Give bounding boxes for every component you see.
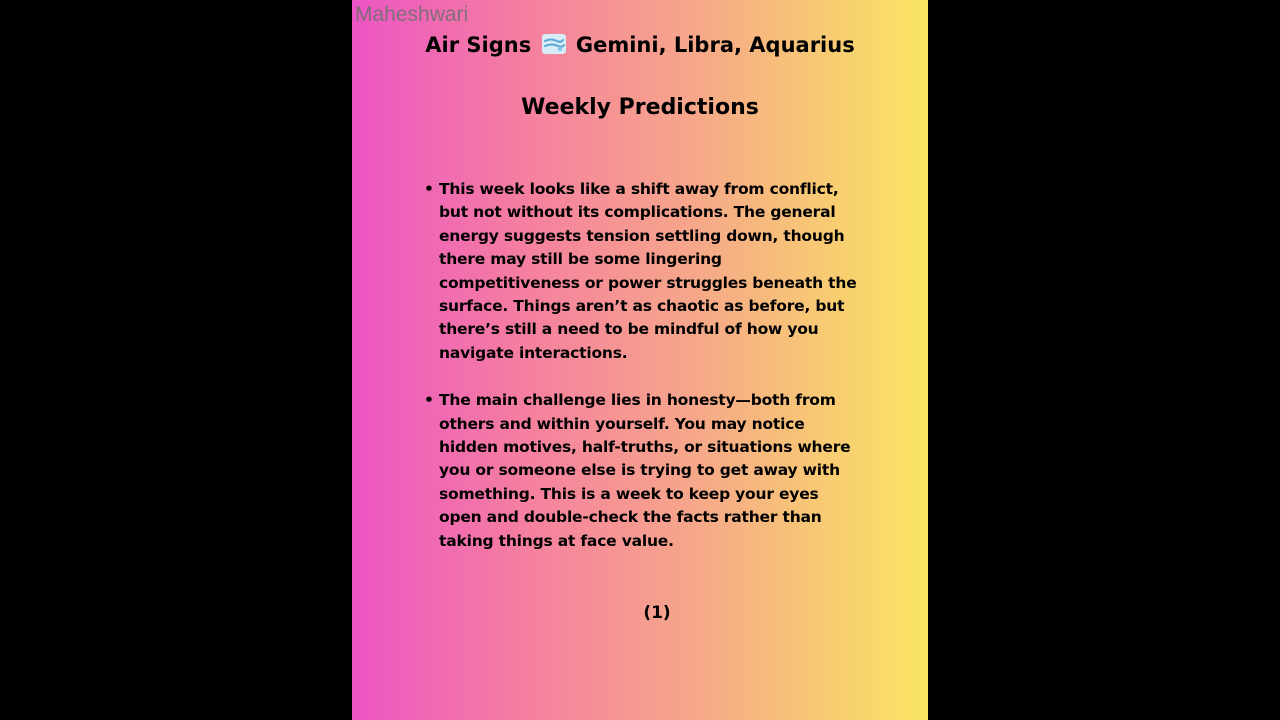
title-prefix: Air Signs	[425, 33, 532, 57]
bullet-text: The main challenge lies in honesty—both from others and within yourself. You may notice hidden motives, half-truths, or situations where you or someone else is trying to get away with something. This is a week to keep your eyes open and double-check the facts rather than taking things at face value.	[439, 391, 851, 550]
page-number: (1)	[643, 603, 671, 623]
slide-title	[352, 31, 928, 59]
prediction-list	[424, 178, 864, 577]
slide-subtitle: Weekly Predictions	[521, 95, 759, 120]
bullet-text: This week looks like a shift away from conflict, but not without its complications. The general energy suggests tension settling down, though there may still be some lingering competitiveness or power struggles beneath the surface. Things aren’t as chaotic as before, but there’s still a need to be mindful of how you navigate interactions.	[439, 180, 857, 362]
prediction-slide	[352, 0, 928, 720]
list-item	[424, 178, 864, 365]
title-suffix: Gemini, Libra, Aquarius	[575, 33, 855, 57]
watermark-text: Maheshwari	[355, 3, 469, 26]
bullet-marker: •	[424, 180, 434, 198]
list-item	[424, 389, 864, 553]
wind-face-icon	[541, 33, 567, 55]
bullet-marker: •	[424, 391, 434, 410]
